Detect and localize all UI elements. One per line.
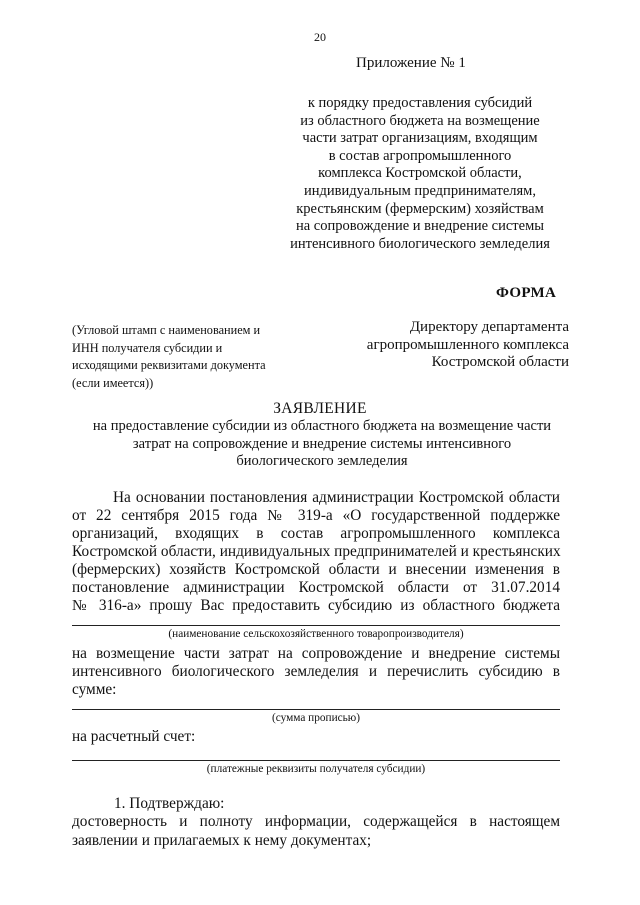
requisites-line[interactable] [72,760,560,761]
addressee [336,319,569,372]
stamp-note-line: (если имеется)) [72,375,154,390]
page-number: 20 [314,30,326,44]
purpose-line: интенсивного биологического земледелия и перечислить субсидию в [72,663,560,680]
addressee-line: Костромской области [431,354,569,371]
producer-caption: (наименование сельскохозяйственного товаропроизводителя) [168,628,464,640]
body-line: На основании постановления администрации Костромской области [113,489,560,506]
body-line: от 22 сентября 2015 года № 319-а «О государственной поддержке [72,507,560,524]
confirm-line: достоверность и полноту информации, содержащейся в настоящем [72,813,560,830]
stamp-note [72,322,312,392]
statement-title: ЗАЯВЛЕНИЕ [273,400,367,417]
statement-subtitle [72,418,572,471]
body-line: № 316-а» прошу Вас предоставить субсидию из областного бюджета [72,597,560,614]
producer-name-line[interactable] [72,625,560,626]
stamp-note-line: ИНН получателя субсидии и [72,340,223,355]
appendix-line: части затрат организациям, входящим [302,130,538,147]
body-line: постановление администрации Костромской области от 31.07.2014 [72,579,560,596]
appendix-line: на сопровождение и внедрение системы [295,218,544,235]
stamp-note-line: (Угловой штамп с наименованием и [72,323,261,337]
body-line: Костромской области, индивидуальных предпринимателей и крестьянских [72,543,561,560]
confirm-heading: 1. Подтверждаю: [114,795,225,812]
appendix-line: крестьянским (фермерским) хозяйствам [296,200,544,217]
appendix-line: комплекса Костромской области, [318,165,522,182]
account-label: на расчетный счет: [72,728,196,745]
amount-line[interactable] [72,709,560,710]
addressee-line: агропромышленного комплекса [366,336,569,353]
appendix-line: индивидуальным предпринимателям, [304,182,536,199]
body-line: (фермерских) хозяйств Костромской области и внесении изменения в [72,561,560,578]
purpose-line: на возмещение части затрат на сопровождение и внедрение системы [72,645,560,662]
confirm-line: заявлении и прилагаемых к нему документах; [72,832,372,849]
appendix-line: из областного бюджета на возмещение [300,112,540,129]
requisites-caption: (платежные реквизиты получателя субсидии) [206,763,426,775]
appendix-line: в состав агропромышленного [328,147,512,164]
appendix-text [270,95,570,253]
body-line: организаций, входящих в состав агропромышленного комплекса [72,525,560,542]
amount-caption: (сумма прописью) [272,712,360,724]
stamp-note-line: исходящими реквизитами документа [72,358,266,372]
form-label: ФОРМА [496,285,557,301]
appendix-line: интенсивного биологического земледелия [290,235,550,252]
purpose-line: сумме: [72,681,117,698]
addressee-line: Директору департамента [409,319,569,335]
appendix-line: к порядку предоставления субсидий [307,95,533,111]
appendix-title: Приложение № 1 [356,55,466,71]
subtitle-line: затрат на сопровождение и внедрение системы интенсивного [132,435,512,452]
subtitle-line: биологического земледелия [236,453,408,469]
subtitle-line: на предоставление субсидии из областного бюджета на возмещение части [92,418,552,434]
